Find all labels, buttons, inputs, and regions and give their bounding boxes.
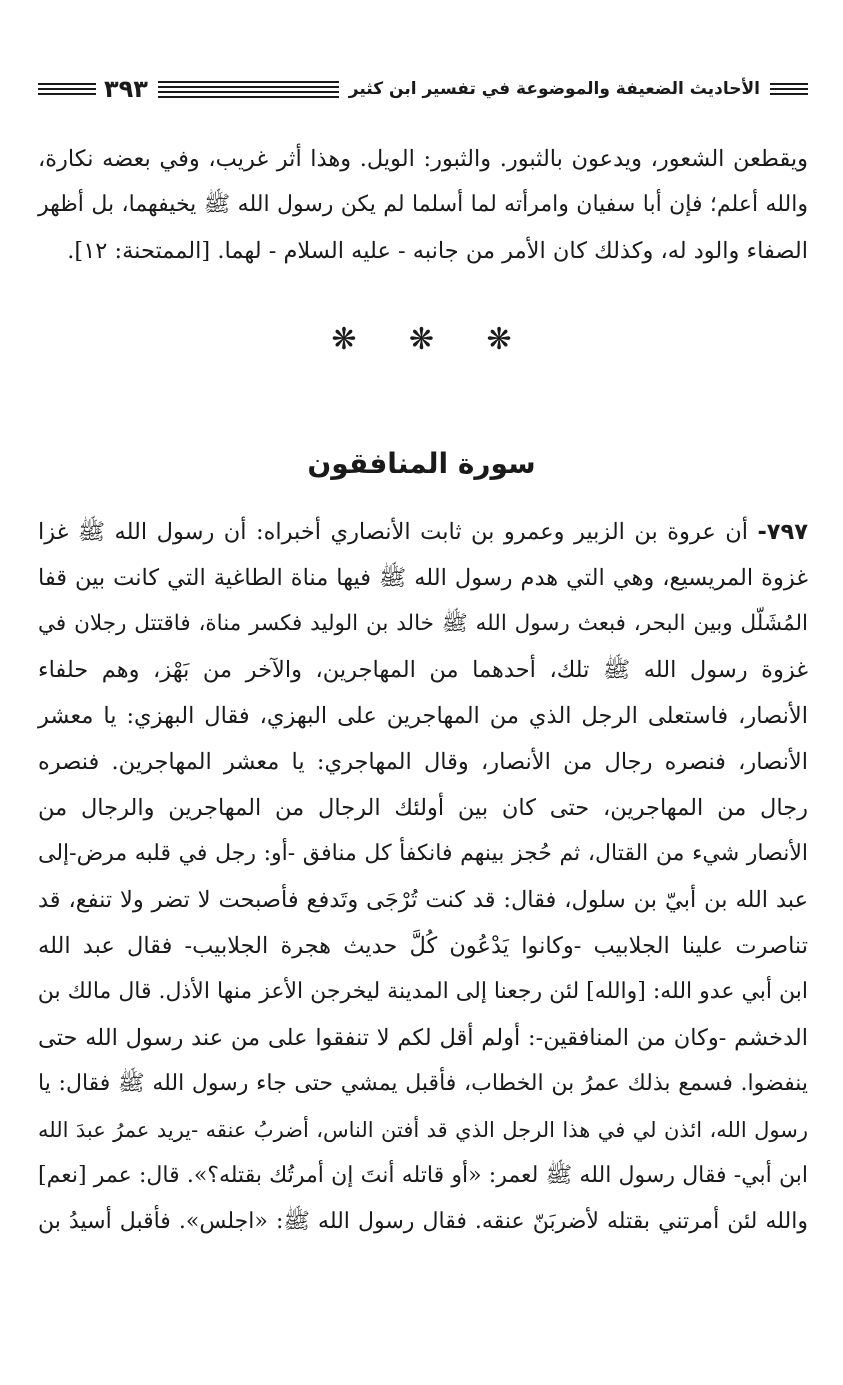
text-line: المُشَلّل وبين البحر، فبعث رسول الله ﷺ خالد بن الوليد فكسر مناة، فاقتتل رجلان في <box>38 611 808 636</box>
text-line: تناصرت علينا الجلابيب -وكانوا يَدْعُون كُلَّ حديث هجرة الجلابيب- فقال عبد الله <box>38 933 808 959</box>
header-rule-left <box>38 83 96 95</box>
page-number: ٣٩٣ <box>104 75 148 103</box>
hadith-first-line <box>38 509 808 555</box>
text-line: الأنصار، فاستعلى الرجل الذي من المهاجرين على البهزي، فقال البهزي: يا معشر <box>38 703 808 729</box>
text-line: غزوة رسول الله ﷺ تلك، أحدهما من المهاجرين، والآخر من بَهْز، وهم حلفاء <box>38 657 808 683</box>
text-line: والله لئن أمرتني بقتله لأضربَنّ عنقه. فقال رسول الله ﷺ: «اجلس». فأقبل أسيدُ بن <box>38 1209 808 1234</box>
text-line: عبد الله بن أبيّ بن سلول، فقال: قد كنت تُرْجَى وتَدفع فأصبحت لا تضر ولا تنفع، قد <box>38 887 808 913</box>
text-line: الصفاء والود له، وكذلك كان الأمر من جانبه - عليه السلام - لهما. [الممتحنة: ١٢]. <box>67 238 808 264</box>
hadith-paragraph <box>38 509 808 1245</box>
text-line: ينفضوا. فسمع بذلك عمرُ بن الخطاب، فأقبل يمشي حتى جاء رسول الله ﷺ فقال: يا <box>38 1071 808 1096</box>
header-rule-middle <box>158 81 339 98</box>
text-line: ابن أبي عدو الله: [والله] لئن رجعنا إلى المدينة ليخرجن الأعز منها الأذل. قال مالك بن <box>37 979 808 1004</box>
text-line: رسول الله، ائذن لي في هذا الرجل الذي قد أفتن الناس، أضربُ عنقه -يريد عمرُ عبدَ الله <box>38 1118 808 1142</box>
text-line: ابن أبي- فقال رسول الله ﷺ لعمر: «أو قاتله أنتَ إن أمرتُك بقتله؟». قال: عمر [نعم] <box>38 1163 808 1188</box>
hadith-number: ٧٩٧- <box>757 519 808 545</box>
text-line: رجال من المهاجرين، حتى كان بين أولئك الرجال من المهاجرين والرجال من <box>38 795 808 821</box>
text-line: الدخشم -وكان من المنافقين-: أولم أقل لكم لا تنفقوا على من عند رسول الله حتى <box>38 1025 808 1051</box>
surah-title: سورة المنافقون <box>307 447 536 480</box>
running-header <box>38 72 808 106</box>
text-line: أن عروة بن الزبير وعمرو بن ثابت الأنصاري أخبراه: أن رسول الله ﷺ غزا <box>38 519 748 545</box>
header-rule-right <box>770 83 808 95</box>
text-line: ويقطعن الشعور، ويدعون بالثبور. والثبور: الويل. وهذا أثر غريب، وفي بعضه نكارة، <box>38 146 808 172</box>
text-line: والله أعلم؛ فإن أبا سفيان وامرأته لما أسلما لم يكن رسول الله ﷺ يخيفهما، بل أظهر <box>38 192 808 217</box>
header-title: الأحاديث الضعيفة والموضوعة في تفسير ابن كثير <box>348 79 760 99</box>
text-line: غزوة المريسيع، وهي التي هدم رسول الله ﷺ فيها مناة الطاغية التي كانت بين قفا <box>38 565 808 591</box>
text-line: الأنصار، فنصره رجال من الأنصار، وقال المهاجري: يا معشر المهاجرين. فنصره <box>38 749 808 775</box>
intro-paragraph <box>38 136 808 274</box>
text-line: الأنصار شيء من القتال، ثم حُجز بينهم فانكفأ كل منافق -أو: رجل في قلبه مرض-إلى <box>38 841 808 866</box>
section-separator: ❋ ❋ ❋ <box>331 322 512 357</box>
